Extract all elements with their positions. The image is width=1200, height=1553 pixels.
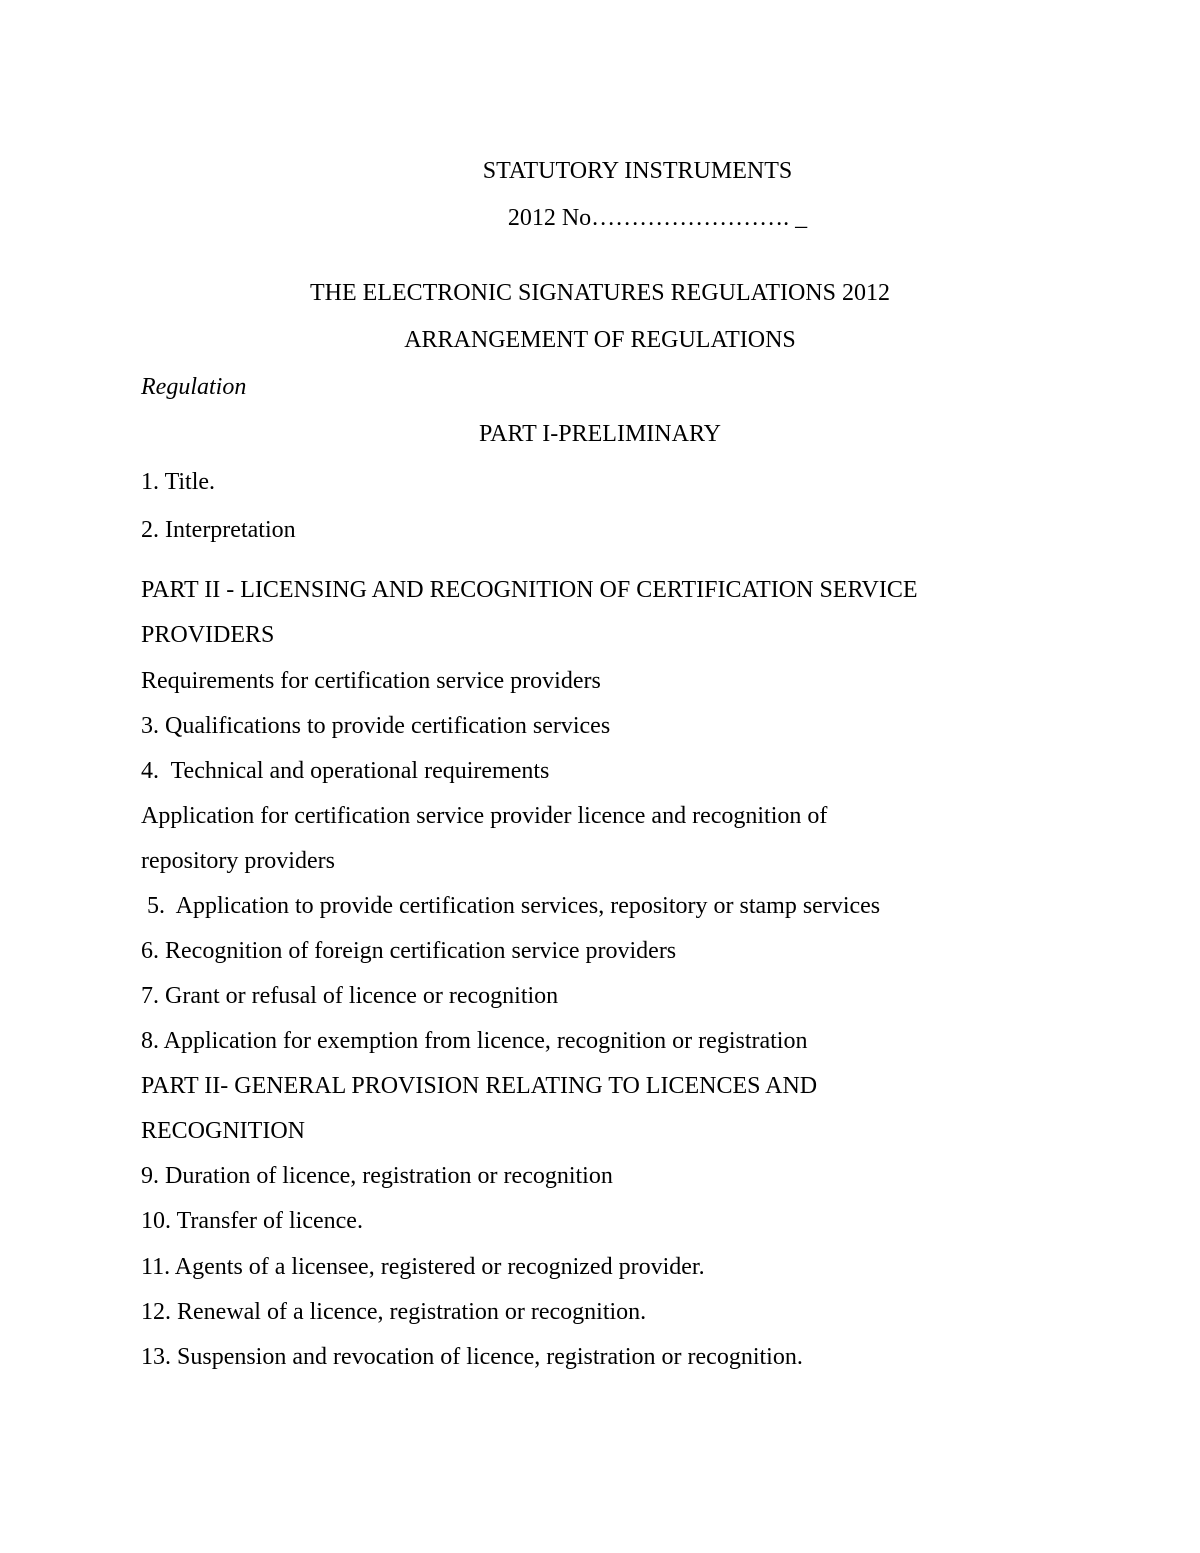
document-subtitle: ARRANGEMENT OF REGULATIONS [404, 327, 796, 353]
section-subheading: Requirements for certification service providers [141, 668, 601, 694]
list-item: 6. Recognition of foreign certification service providers [141, 938, 677, 964]
list-item: 7. Grant or refusal of licence or recognition [141, 983, 559, 1009]
part-3-heading-cont: RECOGNITION [141, 1118, 305, 1144]
list-item: 2. Interpretation [141, 517, 296, 543]
document-series: STATUTORY INSTRUMENTS [482, 158, 793, 184]
part-3-heading: PART II- GENERAL PROVISION RELATING TO LICENCES AND [141, 1073, 818, 1099]
list-item: 13. Suspension and revocation of licence, registration or recognition. [141, 1344, 803, 1370]
part-1-heading: PART I-PRELIMINARY [479, 421, 721, 447]
list-item: 3. Qualifications to provide certification services [141, 713, 611, 739]
list-item: 10. Transfer of licence. [141, 1208, 363, 1234]
document-title: THE ELECTRONIC SIGNATURES REGULATIONS 2012 [310, 280, 890, 306]
part-2-heading-cont: PROVIDERS [141, 622, 275, 648]
list-item: 4. Technical and operational requirements [141, 758, 550, 784]
list-item: 12. Renewal of a licence, registration or recognition. [141, 1299, 647, 1325]
list-item: 1. Title. [141, 469, 216, 495]
instrument-number: 2012 No……………………. _ [507, 205, 808, 231]
section-subheading: Application for certification service provider licence and recognition of [141, 803, 828, 829]
column-label: Regulation [141, 374, 247, 400]
section-subheading-cont: repository providers [141, 848, 335, 874]
list-item: 8. Application for exemption from licence, recognition or registration [141, 1028, 808, 1054]
list-item: 9. Duration of licence, registration or recognition [141, 1163, 613, 1189]
list-item: 11. Agents of a licensee, registered or recognized provider. [141, 1254, 705, 1280]
list-item: 5. Application to provide certification services, repository or stamp services [141, 893, 881, 919]
part-2-heading: PART II - LICENSING AND RECOGNITION OF CERTIFICATION SERVICE [141, 577, 918, 603]
